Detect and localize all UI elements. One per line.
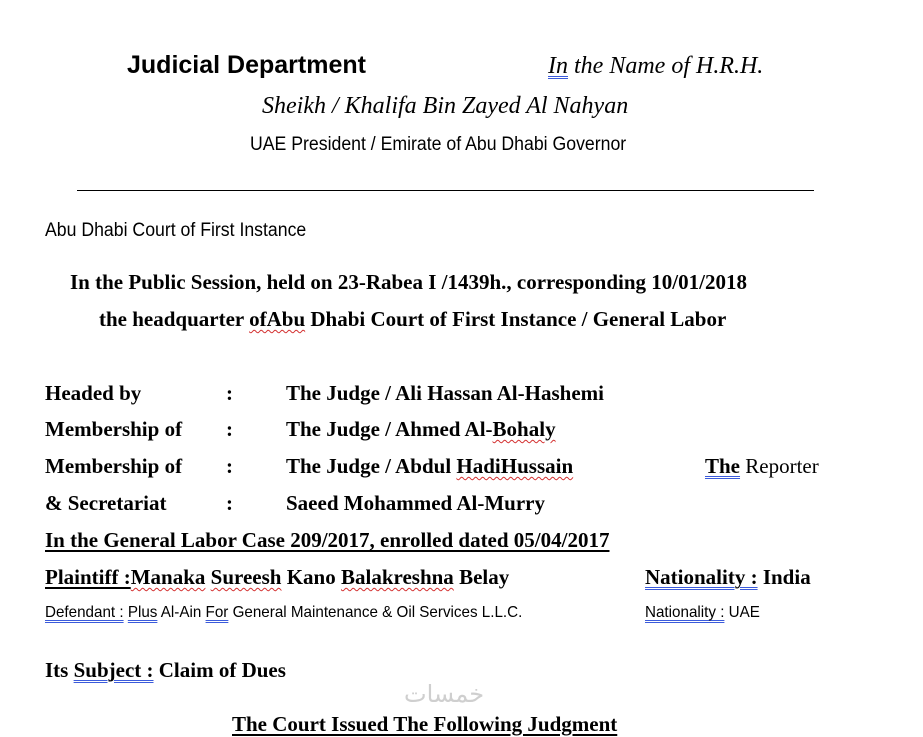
defendant-plus: Plus	[127, 604, 158, 621]
panel-value-member-2	[286, 454, 573, 479]
defendant-label: Defendant :	[45, 604, 124, 621]
subject-label: Subject :	[73, 658, 154, 682]
hq-rest: Dhabi Court of First Instance / General Labor	[305, 307, 727, 331]
member-2-flag: HadiHussain	[456, 454, 574, 478]
subject-value: Claim of Dues	[153, 658, 286, 682]
defendant-rest: General Maintenance & Oil Services L.L.C.	[228, 604, 523, 621]
member-1-flag: Bohaly	[492, 417, 556, 441]
defendant-line	[45, 604, 522, 622]
panel-colon: :	[226, 491, 233, 515]
court-name: Abu Dhabi Court of First Instance	[45, 220, 307, 241]
panel-label-member-1: Membership of	[45, 417, 183, 441]
panel-colon: :	[226, 417, 233, 441]
panel-value-secretariat: Saeed Mohammed Al-Murry	[286, 491, 545, 515]
hq-prefix: the headquarter	[99, 307, 250, 331]
reporter-rest: Reporter	[740, 454, 819, 478]
panel-value-member-1	[286, 417, 556, 442]
plaintiff-name-2: Sureesh	[210, 565, 282, 589]
plaintiff-nationality-value: India	[757, 565, 811, 589]
case-line: In the General Labor Case 209/2017, enrolled dated 05/04/2017	[45, 528, 610, 552]
panel-label-secretariat: & Secretariat	[45, 491, 167, 515]
panel-colon: :	[226, 381, 233, 405]
name-of-hrh: the Name of H.R.H.	[568, 53, 764, 79]
hq-of: ofAbu	[249, 307, 306, 331]
session-line: In the Public Session, held on 23-Rabea I /1439h., corresponding 10/01/2018	[70, 270, 747, 294]
plaintiff-nationality-label: Nationality :	[645, 565, 758, 589]
header-divider	[77, 190, 814, 191]
defendant-nationality	[645, 604, 760, 622]
watermark: خمسات	[404, 680, 485, 708]
panel-label-headed: Headed by	[45, 381, 142, 405]
defendant-nationality-label: Nationality :	[645, 604, 725, 621]
plaintiff-line	[45, 565, 509, 590]
judgment-heading-cut: The Court Issued The Following Judgment	[232, 712, 618, 736]
department-title: Judicial Department	[127, 51, 366, 79]
headquarter-line	[99, 307, 726, 332]
defendant-for: For	[205, 604, 229, 621]
plaintiff-name-1: Manaka	[130, 565, 206, 589]
in-the-name-of	[548, 53, 763, 80]
panel-value-headed: The Judge / Ali Hassan Al-Hashemi	[286, 381, 604, 405]
member-1-plain: The Judge / Ahmed Al-	[286, 417, 493, 441]
panel-label-member-2: Membership of	[45, 454, 183, 478]
plaintiff-name-4: Balakreshna	[340, 565, 454, 589]
plaintiff-label: Plaintiff :	[45, 565, 131, 589]
defendant-al-ain: Al-Ain	[157, 604, 206, 621]
plaintiff-name-3: Kano	[286, 565, 336, 589]
reporter-role	[705, 454, 819, 479]
subject-line	[45, 658, 286, 683]
defendant-nationality-value: UAE	[724, 604, 760, 621]
plaintiff-name-5: Belay	[459, 565, 510, 589]
subject-its: Its	[45, 658, 74, 682]
in-word: In	[548, 53, 568, 79]
president-line: UAE President / Emirate of Abu Dhabi Governor	[250, 134, 627, 155]
panel-colon: :	[226, 454, 233, 478]
plaintiff-nationality	[645, 565, 811, 590]
sheikh-line: Sheikh / Khalifa Bin Zayed Al Nahyan	[262, 93, 629, 119]
reporter-the: The	[705, 454, 741, 478]
member-2-plain: The Judge / Abdul	[286, 454, 457, 478]
